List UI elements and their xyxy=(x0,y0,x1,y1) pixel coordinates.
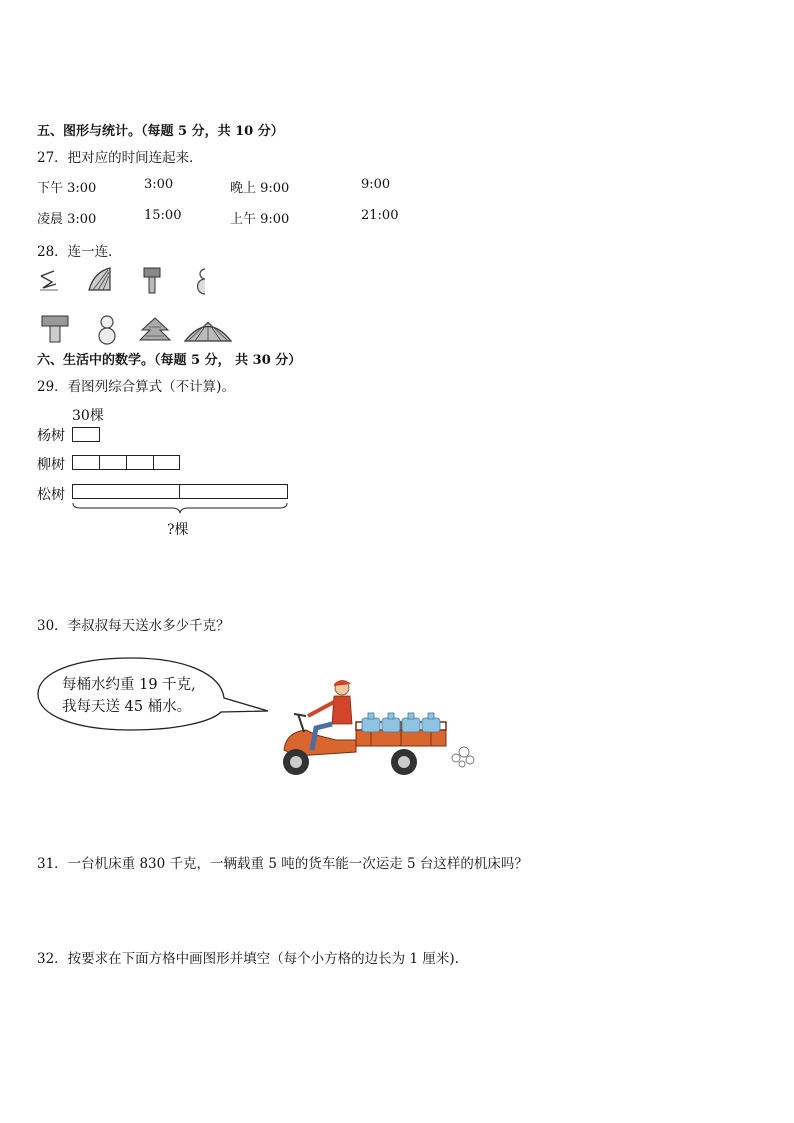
time-cell: 晚上 9:00 xyxy=(230,181,290,196)
question-29: 29．看图列综合算式（不计算)。 xyxy=(37,379,235,395)
row-label-liu: 柳树 xyxy=(37,457,65,473)
time-cell: 3:00 xyxy=(144,177,174,192)
question-28: 28．连一连． xyxy=(37,244,122,260)
time-cell: 凌晨 3:00 xyxy=(37,212,97,227)
stamp-front-icon xyxy=(40,314,70,344)
count-label: 30棵 xyxy=(72,408,104,424)
time-cell: 9:00 xyxy=(361,177,391,192)
umbrella-side-icon xyxy=(86,266,114,294)
flat-sketch-icon xyxy=(38,268,60,294)
bubble-line-2: 我每天送 45 桶水。 xyxy=(62,699,192,715)
question-30: 30．李叔叔每天送水多少千克？ xyxy=(37,618,230,634)
bubble-line-1: 每桶水约重 19 千克, xyxy=(62,677,196,693)
snowman-front-icon xyxy=(96,314,118,346)
question-31: 31．一台机床重 830 千克，一辆载重 5 吨的货车能一次运走 5 台这样的机床吗？ xyxy=(37,856,528,872)
time-cell: 上午 9:00 xyxy=(230,212,290,227)
tree-front-icon xyxy=(138,316,172,344)
section-5-title: 五、图形与统计。（每题 5 分，共 10 分） xyxy=(37,124,284,139)
snowman-side-icon xyxy=(195,266,211,296)
brace xyxy=(73,503,287,513)
question-32: 32．按要求在下面方格中画图形并填空（每个小方格的边长为 1 厘米). xyxy=(37,951,459,967)
delivery-tricycle-illustration xyxy=(276,680,481,780)
question-27: 27．把对应的时间连起来． xyxy=(37,150,203,166)
bar-diagram xyxy=(72,427,292,517)
time-cell: 15:00 xyxy=(144,208,182,223)
umbrella-front-icon xyxy=(183,318,233,344)
time-cell: 21:00 xyxy=(361,208,399,223)
yang-bar xyxy=(73,428,100,442)
section-6-title: 六、生活中的数学。（每题 5 分， 共 30 分） xyxy=(37,353,302,368)
row-label-yang: 杨树 xyxy=(37,428,65,444)
time-cell: 下午 3:00 xyxy=(37,181,97,196)
row-label-song: 松树 xyxy=(37,487,65,503)
question-label: ?棵 xyxy=(167,522,189,538)
stamp-side-icon xyxy=(142,266,162,296)
